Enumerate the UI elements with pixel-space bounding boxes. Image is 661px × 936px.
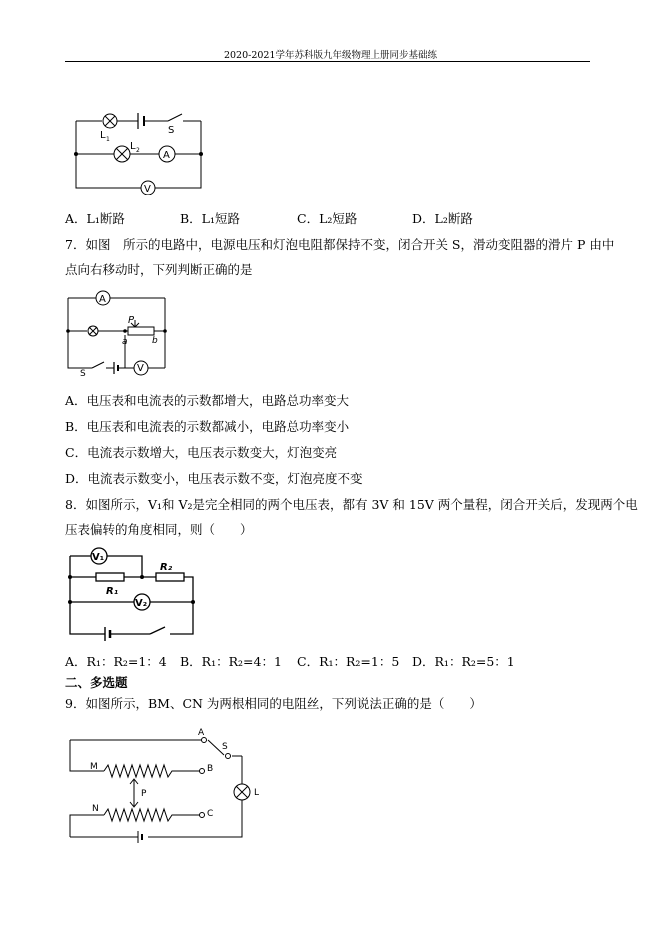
q8-stem-line1: 8．如图所示，V₁和 V₂是完全相同的两个电压表，都有 3V 和 15V 两个量程，闭合开关后，发现两个电	[65, 497, 638, 512]
q7-option-c: C．电流表示数增大，电压表示数变大，灯泡变亮	[65, 445, 338, 460]
ammeter-label: A	[163, 150, 170, 161]
q7-voltmeter-label: V	[137, 363, 144, 374]
q9-m-label: M	[90, 762, 98, 772]
circuit-figure-q6	[60, 100, 220, 195]
q7-switch-label: S	[80, 369, 86, 379]
q9-n-label: N	[92, 804, 99, 814]
q6-option-d: D．L₂断路	[412, 211, 473, 226]
q9-terminal-c-label: C	[207, 809, 214, 819]
q9-terminal-a-label: A	[198, 728, 205, 738]
section-title: 二、多选题	[65, 675, 128, 690]
header-rule	[65, 61, 590, 62]
q8-r2-label: R₂	[160, 562, 173, 573]
q8-r1-label: R₁	[106, 586, 119, 597]
q8-option-d: D．R₁：R₂=5：1	[412, 654, 515, 669]
q9-p-label: P	[141, 789, 147, 799]
q7-stem-line2: 点向右移动时，下列判断正确的是	[65, 262, 253, 277]
q7-stem-line1: 7．如图 所示的电路中，电源电压和灯泡电阻都保持不变，闭合开关 S，滑动变阻器的滑片 P 由中	[65, 237, 615, 252]
q9-stem-line1: 9．如图所示，BM、CN 为两根相同的电阻丝，下列说法正确的是（ ）	[65, 696, 482, 711]
label-l1-sub: 1	[106, 136, 110, 143]
label-l2: L	[130, 141, 136, 152]
q7-end-b-label: b	[152, 336, 158, 346]
q8-v1-label: V₁	[92, 552, 105, 563]
voltmeter-label: V	[144, 184, 151, 195]
q9-terminal-b-label: B	[207, 764, 214, 774]
circuit-figure-q9	[62, 725, 282, 845]
label-l1: L	[100, 130, 106, 141]
q6-option-a: A．L₁断路	[65, 211, 125, 226]
q9-switch-label: S	[222, 742, 228, 752]
q7-slider-label: P	[128, 315, 135, 326]
switch-label: S	[168, 125, 175, 136]
label-l2-sub: 2	[136, 147, 140, 154]
circuit-figure-q7	[62, 290, 172, 380]
q7-end-a-label: a	[122, 337, 128, 347]
q6-option-b: B．L₁短路	[180, 211, 240, 226]
circuit-figure-q8	[62, 546, 202, 641]
q8-option-b: B．R₁：R₂=4：1	[180, 654, 282, 669]
q8-v2-label: V₂	[135, 598, 148, 609]
q8-stem-line2: 压表偏转的角度相同，则（ ）	[65, 522, 253, 537]
q7-option-d: D．电流表示数变小，电压表示数不变，灯泡亮度不变	[65, 471, 363, 486]
q6-option-c: C．L₂短路	[297, 211, 358, 226]
q8-option-c: C．R₁：R₂=1：5	[297, 654, 400, 669]
q8-option-a: A．R₁：R₂=1：4	[65, 654, 167, 669]
page-header: 2020-2021学年苏科版九年级物理上册同步基础练	[223, 50, 438, 61]
q7-option-a: A．电压表和电流表的示数都增大，电路总功率变大	[65, 393, 350, 408]
q9-lamp-label: L	[254, 788, 260, 798]
q7-option-b: B．电压表和电流表的示数都减小，电路总功率变小	[65, 419, 350, 434]
q7-ammeter-label: A	[99, 294, 106, 305]
